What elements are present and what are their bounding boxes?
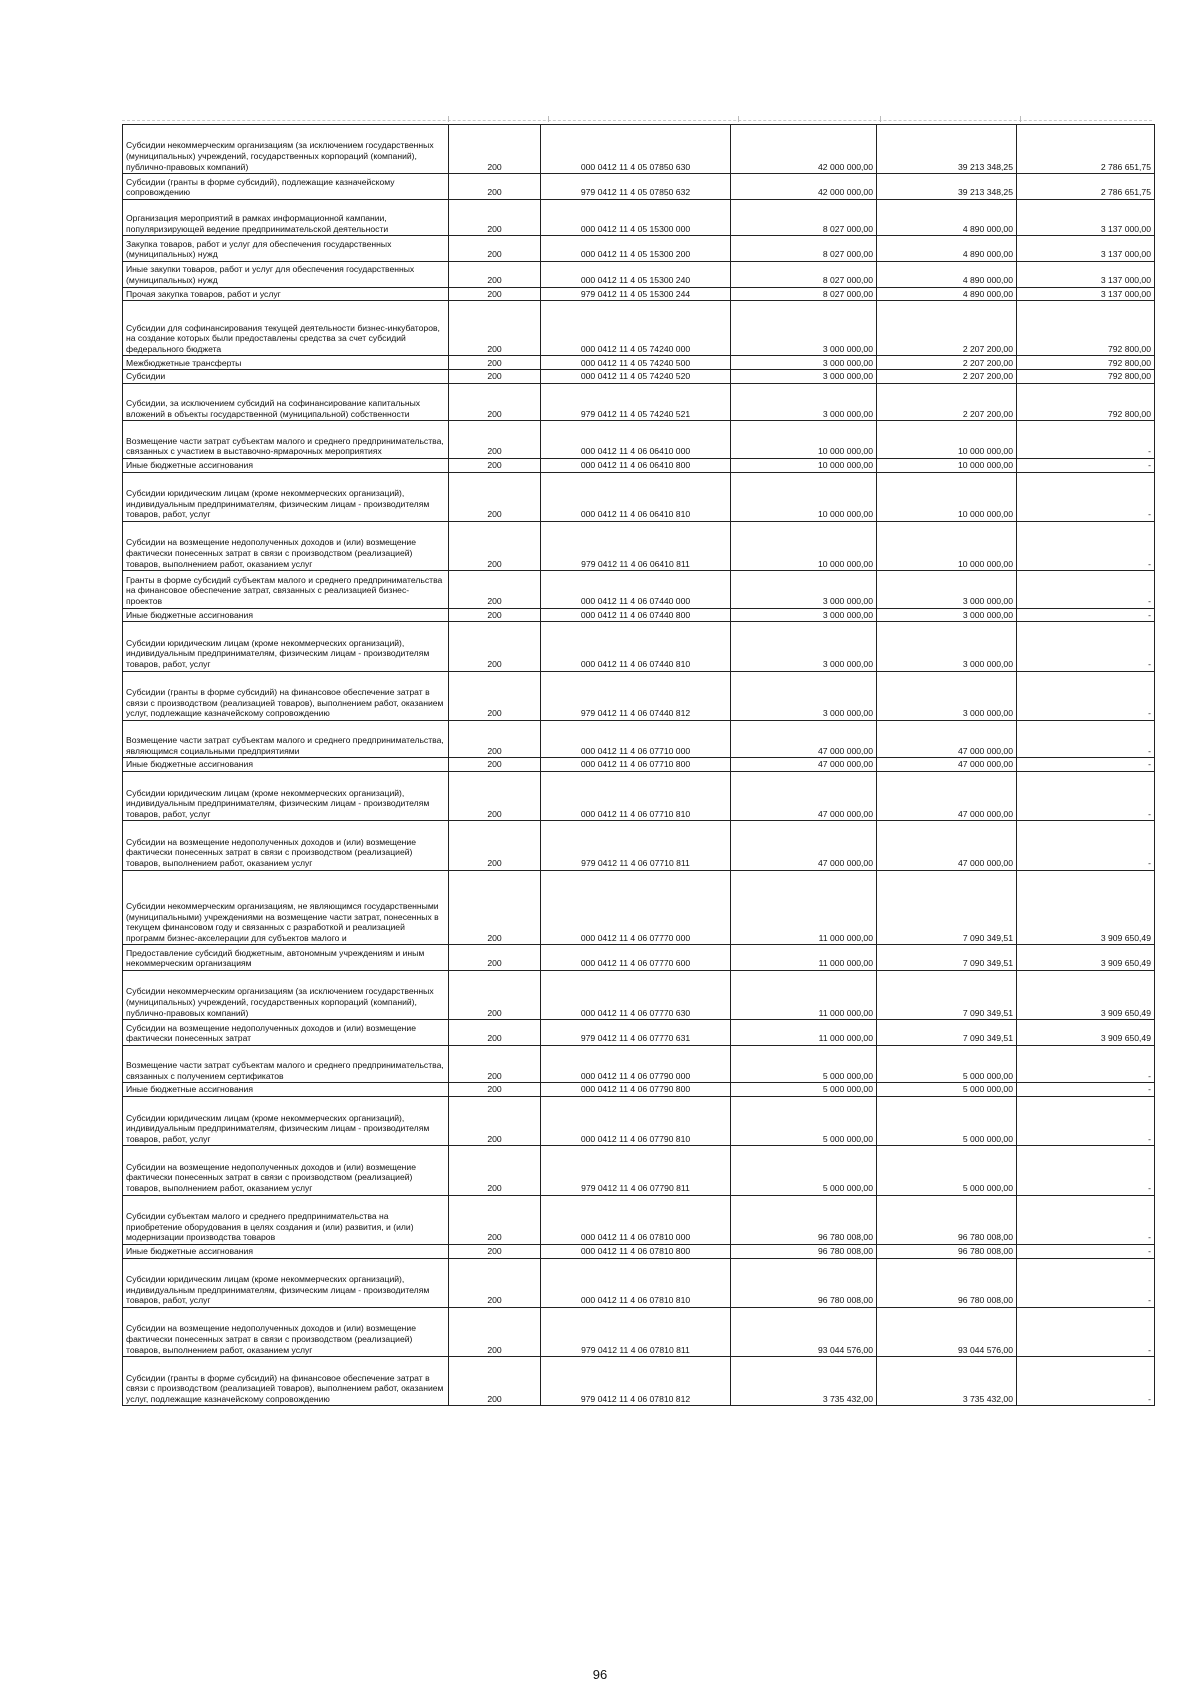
row-name-cell: Субсидии (гранты в форме субсидий) на финансовое обеспечение затрат в связи с производством (реализацией товаров), выполнением работ, оказанием услуг, подлежащие казначейскому сопровождению bbox=[123, 1357, 449, 1406]
row-name-cell: Субсидии на возмещение недополученных доходов и (или) возмещение фактически понесенных затрат в связи с производством (реализацией) товаров, выполнением работ, оказанием услуг bbox=[123, 521, 449, 570]
row-executed-cell: 3 000 000,00 bbox=[877, 608, 1017, 622]
row-name-cell: Субсидии юридическим лицам (кроме некоммерческих организаций), индивидуальным предпринимателям, физическим лицам - производителям товаров, работ, услуг bbox=[123, 1097, 449, 1146]
row-classification-code-cell: 000 0412 11 4 06 07810 800 bbox=[541, 1244, 731, 1258]
row-name-cell: Субсидии юридическим лицам (кроме некоммерческих организаций), индивидуальным предпринимателям, физическим лицам - производителям товаров, работ, услуг bbox=[123, 622, 449, 671]
table-row bbox=[123, 125, 1155, 174]
table-row bbox=[123, 1083, 1155, 1097]
row-line-code-cell: 200 bbox=[449, 1258, 541, 1307]
table-row bbox=[123, 1258, 1155, 1307]
table-row bbox=[123, 1045, 1155, 1082]
row-executed-cell: 96 780 008,00 bbox=[877, 1258, 1017, 1307]
row-classification-code-cell: 979 0412 11 4 06 07770 631 bbox=[541, 1020, 731, 1046]
row-classification-code-cell: 000 0412 11 4 06 07770 630 bbox=[541, 971, 731, 1020]
row-unexecuted-cell: - bbox=[1017, 1258, 1155, 1307]
row-classification-code-cell: 979 0412 11 4 06 07810 811 bbox=[541, 1307, 731, 1356]
row-approved-cell: 47 000 000,00 bbox=[731, 758, 877, 772]
row-executed-cell: 4 890 000,00 bbox=[877, 199, 1017, 235]
table-row bbox=[123, 370, 1155, 384]
row-line-code-cell: 200 bbox=[449, 1020, 541, 1046]
scan-mark bbox=[880, 116, 881, 122]
row-executed-cell: 96 780 008,00 bbox=[877, 1244, 1017, 1258]
row-name-cell: Иные бюджетные ассигнования bbox=[123, 458, 449, 472]
row-approved-cell: 8 027 000,00 bbox=[731, 199, 877, 235]
row-classification-code-cell: 000 0412 11 4 06 07440 810 bbox=[541, 622, 731, 671]
row-name-cell: Гранты в форме субсидий субъектам малого и среднего предпринимательства на финансовое обеспечение затрат, связанных с реализацией бизнес-проектов bbox=[123, 571, 449, 608]
row-approved-cell: 11 000 000,00 bbox=[731, 971, 877, 1020]
row-unexecuted-cell: 3 137 000,00 bbox=[1017, 236, 1155, 262]
row-line-code-cell: 200 bbox=[449, 1045, 541, 1082]
row-line-code-cell: 200 bbox=[449, 1097, 541, 1146]
row-unexecuted-cell: 3 909 650,49 bbox=[1017, 945, 1155, 971]
row-line-code-cell: 200 bbox=[449, 671, 541, 720]
row-approved-cell: 10 000 000,00 bbox=[731, 458, 877, 472]
row-classification-code-cell: 000 0412 11 4 06 07710 000 bbox=[541, 720, 731, 757]
row-approved-cell: 96 780 008,00 bbox=[731, 1195, 877, 1244]
table-row bbox=[123, 720, 1155, 757]
row-name-cell: Иные бюджетные ассигнования bbox=[123, 758, 449, 772]
row-line-code-cell: 200 bbox=[449, 1357, 541, 1406]
row-executed-cell: 10 000 000,00 bbox=[877, 421, 1017, 458]
row-name-cell: Организация мероприятий в рамках информационной кампании, популяризирующей ведение предпринимательской деятельности bbox=[123, 199, 449, 235]
row-unexecuted-cell: 3 909 650,49 bbox=[1017, 1020, 1155, 1046]
row-unexecuted-cell: - bbox=[1017, 1097, 1155, 1146]
row-approved-cell: 8 027 000,00 bbox=[731, 236, 877, 262]
row-name-cell: Субсидии субъектам малого и среднего предпринимательства на приобретение оборудования в целях создания и (или) развития, и (или) модернизации производства товаров bbox=[123, 1195, 449, 1244]
row-unexecuted-cell: - bbox=[1017, 521, 1155, 570]
row-unexecuted-cell: - bbox=[1017, 1195, 1155, 1244]
row-unexecuted-cell: - bbox=[1017, 622, 1155, 671]
row-unexecuted-cell: 792 800,00 bbox=[1017, 384, 1155, 421]
row-unexecuted-cell: 3 137 000,00 bbox=[1017, 199, 1155, 235]
row-line-code-cell: 200 bbox=[449, 356, 541, 370]
table-row bbox=[123, 521, 1155, 570]
row-unexecuted-cell: - bbox=[1017, 472, 1155, 521]
row-classification-code-cell: 000 0412 11 4 05 74240 500 bbox=[541, 356, 731, 370]
row-name-cell: Субсидии некоммерческим организациям (за исключением государственных (муниципальных) учреждений, государственных корпораций (компаний), публично-правовых компаний) bbox=[123, 971, 449, 1020]
row-approved-cell: 3 000 000,00 bbox=[731, 608, 877, 622]
row-line-code-cell: 200 bbox=[449, 261, 541, 287]
row-approved-cell: 3 000 000,00 bbox=[731, 671, 877, 720]
row-unexecuted-cell: 3 137 000,00 bbox=[1017, 287, 1155, 301]
row-executed-cell: 5 000 000,00 bbox=[877, 1083, 1017, 1097]
row-line-code-cell: 200 bbox=[449, 1195, 541, 1244]
budget-execution-table bbox=[122, 124, 1155, 1406]
row-approved-cell: 11 000 000,00 bbox=[731, 870, 877, 945]
row-line-code-cell: 200 bbox=[449, 287, 541, 301]
row-executed-cell: 47 000 000,00 bbox=[877, 821, 1017, 870]
row-unexecuted-cell: - bbox=[1017, 1045, 1155, 1082]
row-unexecuted-cell: - bbox=[1017, 720, 1155, 757]
row-line-code-cell: 200 bbox=[449, 1083, 541, 1097]
row-unexecuted-cell: 792 800,00 bbox=[1017, 301, 1155, 356]
row-executed-cell: 2 207 200,00 bbox=[877, 384, 1017, 421]
row-line-code-cell: 200 bbox=[449, 1146, 541, 1195]
row-classification-code-cell: 979 0412 11 4 05 07850 632 bbox=[541, 174, 731, 200]
row-line-code-cell: 200 bbox=[449, 384, 541, 421]
table-row bbox=[123, 421, 1155, 458]
row-approved-cell: 10 000 000,00 bbox=[731, 521, 877, 570]
row-unexecuted-cell: - bbox=[1017, 821, 1155, 870]
table-row bbox=[123, 945, 1155, 971]
table-row bbox=[123, 1244, 1155, 1258]
row-executed-cell: 7 090 349,51 bbox=[877, 945, 1017, 971]
row-classification-code-cell: 000 0412 11 4 06 07770 000 bbox=[541, 870, 731, 945]
row-line-code-cell: 200 bbox=[449, 971, 541, 1020]
row-unexecuted-cell: - bbox=[1017, 1357, 1155, 1406]
row-name-cell: Субсидии на возмещение недополученных доходов и (или) возмещение фактически понесенных затрат в связи с производством (реализацией) товаров, выполнением работ, оказанием услуг bbox=[123, 821, 449, 870]
row-name-cell: Субсидии на возмещение недополученных доходов и (или) возмещение фактически понесенных затрат bbox=[123, 1020, 449, 1046]
scan-mark bbox=[738, 116, 739, 122]
row-approved-cell: 3 735 432,00 bbox=[731, 1357, 877, 1406]
row-unexecuted-cell: 2 786 651,75 bbox=[1017, 174, 1155, 200]
row-executed-cell: 39 213 348,25 bbox=[877, 174, 1017, 200]
row-approved-cell: 3 000 000,00 bbox=[731, 571, 877, 608]
row-executed-cell: 47 000 000,00 bbox=[877, 758, 1017, 772]
row-classification-code-cell: 000 0412 11 4 06 07770 600 bbox=[541, 945, 731, 971]
row-classification-code-cell: 979 0412 11 4 05 15300 244 bbox=[541, 287, 731, 301]
row-name-cell: Субсидии юридическим лицам (кроме некоммерческих организаций), индивидуальным предпринимателям, физическим лицам - производителям товаров, работ, услуг bbox=[123, 1258, 449, 1307]
row-classification-code-cell: 000 0412 11 4 06 07440 800 bbox=[541, 608, 731, 622]
row-approved-cell: 3 000 000,00 bbox=[731, 301, 877, 356]
row-name-cell: Возмещение части затрат субъектам малого и среднего предпринимательства, являющимся социальными предприятиями bbox=[123, 720, 449, 757]
table-row bbox=[123, 608, 1155, 622]
table-body bbox=[123, 125, 1155, 1406]
table-row bbox=[123, 971, 1155, 1020]
row-name-cell: Субсидии юридическим лицам (кроме некоммерческих организаций), индивидуальным предпринимателям, физическим лицам - производителям товаров, работ, услуг bbox=[123, 472, 449, 521]
row-classification-code-cell: 000 0412 11 4 06 07810 810 bbox=[541, 1258, 731, 1307]
scan-mark bbox=[448, 116, 449, 122]
row-approved-cell: 42 000 000,00 bbox=[731, 125, 877, 174]
row-classification-code-cell: 000 0412 11 4 05 74240 520 bbox=[541, 370, 731, 384]
table-row bbox=[123, 1357, 1155, 1406]
row-unexecuted-cell: 3 909 650,49 bbox=[1017, 870, 1155, 945]
row-classification-code-cell: 000 0412 11 4 06 06410 000 bbox=[541, 421, 731, 458]
row-name-cell: Субсидии для софинансирования текущей деятельности бизнес-инкубаторов, на создание которых были предоставлены средства за счет субсидий федерального бюджета bbox=[123, 301, 449, 356]
row-unexecuted-cell: 3 909 650,49 bbox=[1017, 971, 1155, 1020]
row-approved-cell: 5 000 000,00 bbox=[731, 1045, 877, 1082]
table-row bbox=[123, 301, 1155, 356]
row-classification-code-cell: 979 0412 11 4 06 07790 811 bbox=[541, 1146, 731, 1195]
row-line-code-cell: 200 bbox=[449, 1244, 541, 1258]
row-approved-cell: 5 000 000,00 bbox=[731, 1146, 877, 1195]
row-classification-code-cell: 000 0412 11 4 06 07810 000 bbox=[541, 1195, 731, 1244]
page-number: 96 bbox=[592, 1667, 608, 1682]
row-name-cell: Субсидии на возмещение недополученных доходов и (или) возмещение фактически понесенных затрат в связи с производством (реализацией) товаров, выполнением работ, оказанием услуг bbox=[123, 1146, 449, 1195]
row-executed-cell: 47 000 000,00 bbox=[877, 720, 1017, 757]
row-unexecuted-cell: - bbox=[1017, 772, 1155, 821]
row-line-code-cell: 200 bbox=[449, 622, 541, 671]
row-unexecuted-cell: - bbox=[1017, 421, 1155, 458]
row-executed-cell: 3 000 000,00 bbox=[877, 622, 1017, 671]
row-executed-cell: 10 000 000,00 bbox=[877, 458, 1017, 472]
table-row bbox=[123, 1195, 1155, 1244]
row-approved-cell: 3 000 000,00 bbox=[731, 622, 877, 671]
row-approved-cell: 47 000 000,00 bbox=[731, 772, 877, 821]
table-row bbox=[123, 1307, 1155, 1356]
row-line-code-cell: 200 bbox=[449, 174, 541, 200]
row-line-code-cell: 200 bbox=[449, 421, 541, 458]
row-classification-code-cell: 000 0412 11 4 05 15300 240 bbox=[541, 261, 731, 287]
row-line-code-cell: 200 bbox=[449, 720, 541, 757]
row-name-cell: Предоставление субсидий бюджетным, автономным учреждениям и иным некоммерческим организациям bbox=[123, 945, 449, 971]
table-row bbox=[123, 1097, 1155, 1146]
row-name-cell: Субсидии bbox=[123, 370, 449, 384]
row-line-code-cell: 200 bbox=[449, 571, 541, 608]
scan-mark bbox=[548, 116, 549, 122]
table-row bbox=[123, 356, 1155, 370]
row-approved-cell: 3 000 000,00 bbox=[731, 384, 877, 421]
row-line-code-cell: 200 bbox=[449, 199, 541, 235]
row-approved-cell: 5 000 000,00 bbox=[731, 1083, 877, 1097]
row-unexecuted-cell: - bbox=[1017, 758, 1155, 772]
table-row bbox=[123, 671, 1155, 720]
row-unexecuted-cell: - bbox=[1017, 571, 1155, 608]
row-classification-code-cell: 000 0412 11 4 06 06410 810 bbox=[541, 472, 731, 521]
row-approved-cell: 8 027 000,00 bbox=[731, 287, 877, 301]
row-line-code-cell: 200 bbox=[449, 608, 541, 622]
row-approved-cell: 96 780 008,00 bbox=[731, 1244, 877, 1258]
table-row bbox=[123, 1146, 1155, 1195]
row-line-code-cell: 200 bbox=[449, 821, 541, 870]
row-approved-cell: 8 027 000,00 bbox=[731, 261, 877, 287]
row-unexecuted-cell: - bbox=[1017, 1146, 1155, 1195]
row-classification-code-cell: 979 0412 11 4 06 06410 811 bbox=[541, 521, 731, 570]
row-name-cell: Субсидии (гранты в форме субсидий), подлежащие казначейскому сопровождению bbox=[123, 174, 449, 200]
row-executed-cell: 2 207 200,00 bbox=[877, 356, 1017, 370]
row-executed-cell: 5 000 000,00 bbox=[877, 1097, 1017, 1146]
table-row bbox=[123, 384, 1155, 421]
row-approved-cell: 93 044 576,00 bbox=[731, 1307, 877, 1356]
row-name-cell: Иные закупки товаров, работ и услуг для обеспечения государственных (муниципальных) нужд bbox=[123, 261, 449, 287]
row-executed-cell: 5 000 000,00 bbox=[877, 1146, 1017, 1195]
scan-mark bbox=[1020, 116, 1021, 122]
row-approved-cell: 10 000 000,00 bbox=[731, 421, 877, 458]
row-name-cell: Возмещение части затрат субъектам малого и среднего предпринимательства, связанных с получением сертификатов bbox=[123, 1045, 449, 1082]
row-approved-cell: 47 000 000,00 bbox=[731, 821, 877, 870]
table-row bbox=[123, 458, 1155, 472]
row-unexecuted-cell: 3 137 000,00 bbox=[1017, 261, 1155, 287]
row-unexecuted-cell: - bbox=[1017, 1083, 1155, 1097]
row-executed-cell: 3 000 000,00 bbox=[877, 571, 1017, 608]
row-approved-cell: 11 000 000,00 bbox=[731, 1020, 877, 1046]
row-line-code-cell: 200 bbox=[449, 521, 541, 570]
row-approved-cell: 11 000 000,00 bbox=[731, 945, 877, 971]
table-row bbox=[123, 870, 1155, 945]
row-approved-cell: 5 000 000,00 bbox=[731, 1097, 877, 1146]
row-line-code-cell: 200 bbox=[449, 758, 541, 772]
row-unexecuted-cell: - bbox=[1017, 1244, 1155, 1258]
table-row bbox=[123, 199, 1155, 235]
row-executed-cell: 2 207 200,00 bbox=[877, 370, 1017, 384]
row-name-cell: Субсидии, за исключением субсидий на софинансирование капитальных вложений в объекты государственной (муниципальной) собственности bbox=[123, 384, 449, 421]
row-classification-code-cell: 000 0412 11 4 06 07440 000 bbox=[541, 571, 731, 608]
row-unexecuted-cell: - bbox=[1017, 671, 1155, 720]
row-classification-code-cell: 979 0412 11 4 06 07440 812 bbox=[541, 671, 731, 720]
row-classification-code-cell: 000 0412 11 4 06 07790 810 bbox=[541, 1097, 731, 1146]
row-line-code-cell: 200 bbox=[449, 301, 541, 356]
table-row bbox=[123, 236, 1155, 262]
row-executed-cell: 10 000 000,00 bbox=[877, 472, 1017, 521]
row-line-code-cell: 200 bbox=[449, 472, 541, 521]
row-unexecuted-cell: 792 800,00 bbox=[1017, 356, 1155, 370]
row-classification-code-cell: 979 0412 11 4 06 07810 812 bbox=[541, 1357, 731, 1406]
row-classification-code-cell: 000 0412 11 4 05 74240 000 bbox=[541, 301, 731, 356]
row-classification-code-cell: 000 0412 11 4 06 07790 800 bbox=[541, 1083, 731, 1097]
row-classification-code-cell: 000 0412 11 4 06 06410 800 bbox=[541, 458, 731, 472]
row-classification-code-cell: 000 0412 11 4 06 07710 800 bbox=[541, 758, 731, 772]
table-row bbox=[123, 287, 1155, 301]
row-name-cell: Возмещение части затрат субъектам малого и среднего предпринимательства, связанных с участием в выставочно-ярмарочных мероприятиях bbox=[123, 421, 449, 458]
table-row bbox=[123, 622, 1155, 671]
row-unexecuted-cell: 792 800,00 bbox=[1017, 370, 1155, 384]
row-approved-cell: 3 000 000,00 bbox=[731, 370, 877, 384]
row-classification-code-cell: 979 0412 11 4 06 07710 811 bbox=[541, 821, 731, 870]
row-executed-cell: 47 000 000,00 bbox=[877, 772, 1017, 821]
row-approved-cell: 3 000 000,00 bbox=[731, 356, 877, 370]
row-executed-cell: 7 090 349,51 bbox=[877, 971, 1017, 1020]
table-row bbox=[123, 472, 1155, 521]
row-line-code-cell: 200 bbox=[449, 370, 541, 384]
row-classification-code-cell: 000 0412 11 4 06 07790 000 bbox=[541, 1045, 731, 1082]
row-executed-cell: 93 044 576,00 bbox=[877, 1307, 1017, 1356]
table-row bbox=[123, 1020, 1155, 1046]
row-approved-cell: 47 000 000,00 bbox=[731, 720, 877, 757]
row-unexecuted-cell: - bbox=[1017, 458, 1155, 472]
row-line-code-cell: 200 bbox=[449, 1307, 541, 1356]
table-row bbox=[123, 758, 1155, 772]
row-executed-cell: 39 213 348,25 bbox=[877, 125, 1017, 174]
row-executed-cell: 5 000 000,00 bbox=[877, 1045, 1017, 1082]
row-name-cell: Межбюджетные трансферты bbox=[123, 356, 449, 370]
row-unexecuted-cell: - bbox=[1017, 608, 1155, 622]
row-name-cell: Субсидии некоммерческим организациям, не являющимся государственными (муниципальными) учреждениями на возмещение части затрат, понесенных в текущем финансовом году и связанных с разработкой и реализацией программ бизнес-акселерации для субъектов малого и bbox=[123, 870, 449, 945]
row-executed-cell: 10 000 000,00 bbox=[877, 521, 1017, 570]
row-executed-cell: 3 735 432,00 bbox=[877, 1357, 1017, 1406]
row-line-code-cell: 200 bbox=[449, 870, 541, 945]
row-executed-cell: 7 090 349,51 bbox=[877, 870, 1017, 945]
row-line-code-cell: 200 bbox=[449, 772, 541, 821]
row-name-cell: Закупка товаров, работ и услуг для обеспечения государственных (муниципальных) нужд bbox=[123, 236, 449, 262]
table-row bbox=[123, 261, 1155, 287]
row-classification-code-cell: 979 0412 11 4 05 74240 521 bbox=[541, 384, 731, 421]
row-approved-cell: 42 000 000,00 bbox=[731, 174, 877, 200]
table-row bbox=[123, 174, 1155, 200]
table-row bbox=[123, 571, 1155, 608]
row-approved-cell: 96 780 008,00 bbox=[731, 1258, 877, 1307]
row-executed-cell: 3 000 000,00 bbox=[877, 671, 1017, 720]
row-name-cell: Субсидии некоммерческим организациям (за исключением государственных (муниципальных) учреждений, государственных корпораций (компаний), публично-правовых компаний) bbox=[123, 125, 449, 174]
row-executed-cell: 96 780 008,00 bbox=[877, 1195, 1017, 1244]
row-name-cell: Иные бюджетные ассигнования bbox=[123, 1244, 449, 1258]
row-classification-code-cell: 000 0412 11 4 05 15300 200 bbox=[541, 236, 731, 262]
row-name-cell: Прочая закупка товаров, работ и услуг bbox=[123, 287, 449, 301]
row-executed-cell: 7 090 349,51 bbox=[877, 1020, 1017, 1046]
row-name-cell: Иные бюджетные ассигнования bbox=[123, 608, 449, 622]
row-unexecuted-cell: - bbox=[1017, 1307, 1155, 1356]
row-line-code-cell: 200 bbox=[449, 458, 541, 472]
row-classification-code-cell: 000 0412 11 4 05 15300 000 bbox=[541, 199, 731, 235]
row-line-code-cell: 200 bbox=[449, 945, 541, 971]
row-name-cell: Субсидии на возмещение недополученных доходов и (или) возмещение фактически понесенных затрат в связи с производством (реализацией) товаров, выполнением работ, оказанием услуг bbox=[123, 1307, 449, 1356]
table-row bbox=[123, 821, 1155, 870]
row-name-cell: Субсидии (гранты в форме субсидий) на финансовое обеспечение затрат в связи с производством (реализацией товаров), выполнением работ, оказанием услуг, подлежащие казначейскому сопровождению bbox=[123, 671, 449, 720]
row-executed-cell: 4 890 000,00 bbox=[877, 287, 1017, 301]
row-name-cell: Иные бюджетные ассигнования bbox=[123, 1083, 449, 1097]
row-executed-cell: 4 890 000,00 bbox=[877, 236, 1017, 262]
row-executed-cell: 2 207 200,00 bbox=[877, 301, 1017, 356]
row-executed-cell: 4 890 000,00 bbox=[877, 261, 1017, 287]
row-unexecuted-cell: 2 786 651,75 bbox=[1017, 125, 1155, 174]
row-line-code-cell: 200 bbox=[449, 236, 541, 262]
row-line-code-cell: 200 bbox=[449, 125, 541, 174]
row-classification-code-cell: 000 0412 11 4 05 07850 630 bbox=[541, 125, 731, 174]
table-row bbox=[123, 772, 1155, 821]
row-classification-code-cell: 000 0412 11 4 06 07710 810 bbox=[541, 772, 731, 821]
row-name-cell: Субсидии юридическим лицам (кроме некоммерческих организаций), индивидуальным предпринимателям, физическим лицам - производителям товаров, работ, услуг bbox=[123, 772, 449, 821]
row-approved-cell: 10 000 000,00 bbox=[731, 472, 877, 521]
